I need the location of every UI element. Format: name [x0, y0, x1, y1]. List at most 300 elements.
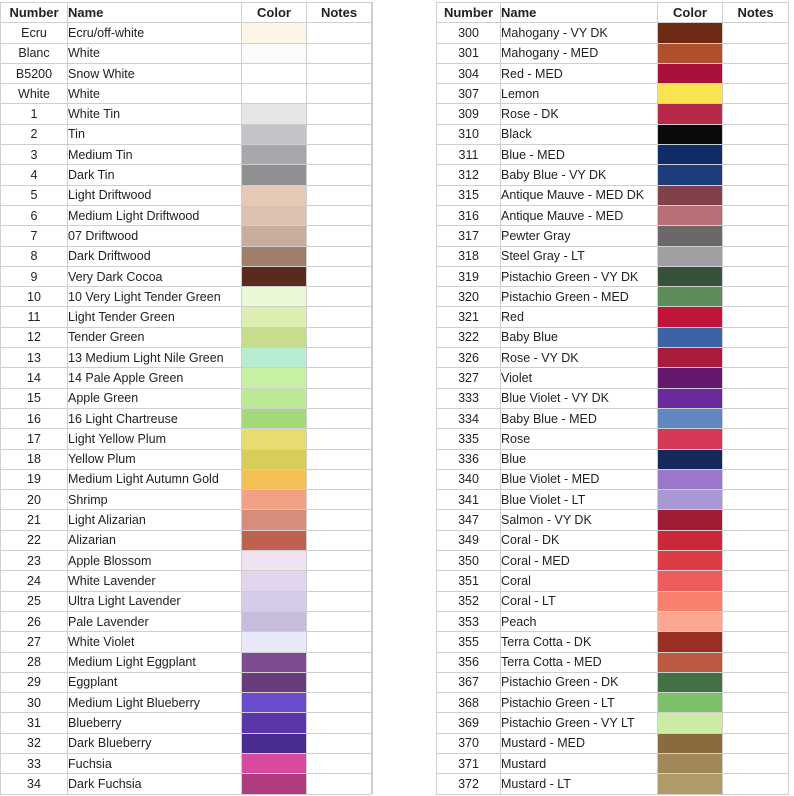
color-cell — [242, 287, 307, 307]
table-row — [1, 368, 372, 388]
thread-number: 11 — [1, 307, 68, 327]
thread-number: 7 — [1, 226, 68, 246]
color-cell — [242, 632, 307, 652]
color-swatch — [242, 206, 306, 225]
color-swatch — [658, 612, 722, 631]
color-swatch — [242, 531, 306, 550]
thread-name: White Violet — [68, 632, 242, 652]
notes-cell[interactable] — [307, 124, 372, 144]
thread-number: 319 — [437, 266, 501, 286]
notes-cell[interactable] — [723, 713, 789, 733]
thread-number: 27 — [1, 632, 68, 652]
color-cell — [242, 408, 307, 428]
table-row — [437, 226, 789, 246]
color-cell — [658, 774, 723, 794]
color-swatch — [242, 389, 306, 408]
header-row — [1, 3, 372, 23]
thread-name: Steel Gray - LT — [501, 246, 658, 266]
color-cell — [658, 591, 723, 611]
color-swatch — [658, 632, 722, 651]
notes-cell[interactable] — [723, 753, 789, 773]
color-cell — [242, 124, 307, 144]
thread-number: 351 — [437, 571, 501, 591]
thread-name: Medium Light Eggplant — [68, 652, 242, 672]
notes-cell[interactable] — [307, 246, 372, 266]
color-swatch — [658, 409, 722, 428]
thread-number: 5 — [1, 185, 68, 205]
notes-cell[interactable] — [723, 672, 789, 692]
color-cell — [242, 490, 307, 510]
thread-name: Coral — [501, 571, 658, 591]
color-cell — [242, 327, 307, 347]
thread-number: 9 — [1, 266, 68, 286]
color-swatch — [242, 774, 306, 793]
notes-cell[interactable] — [307, 753, 372, 773]
thread-name: Baby Blue — [501, 327, 658, 347]
notes-cell[interactable] — [307, 104, 372, 124]
thread-number: 321 — [437, 307, 501, 327]
notes-cell[interactable] — [307, 23, 372, 43]
table-row — [1, 510, 372, 530]
color-cell — [242, 165, 307, 185]
color-cell — [242, 591, 307, 611]
thread-name: Dark Tin — [68, 165, 242, 185]
notes-cell[interactable] — [723, 145, 789, 165]
table-row — [1, 408, 372, 428]
thread-number: 24 — [1, 571, 68, 591]
table-row — [437, 429, 789, 449]
color-swatch — [658, 165, 722, 184]
color-cell — [242, 774, 307, 794]
table-row — [1, 591, 372, 611]
table-row — [437, 713, 789, 733]
table-row — [437, 551, 789, 571]
color-swatch — [658, 348, 722, 367]
table-row — [437, 408, 789, 428]
color-cell — [242, 84, 307, 104]
thread-name: Pewter Gray — [501, 226, 658, 246]
color-swatch — [242, 84, 306, 103]
notes-cell[interactable] — [723, 733, 789, 753]
notes-cell[interactable] — [307, 226, 372, 246]
thread-number: 316 — [437, 205, 501, 225]
notes-cell[interactable] — [307, 713, 372, 733]
notes-cell[interactable] — [723, 510, 789, 530]
color-swatch — [658, 774, 722, 793]
color-cell — [658, 672, 723, 692]
notes-cell[interactable] — [307, 165, 372, 185]
notes-cell[interactable] — [307, 571, 372, 591]
table-row — [1, 611, 372, 631]
color-swatch — [242, 551, 306, 570]
table-row — [1, 551, 372, 571]
color-cell — [242, 348, 307, 368]
thread-number: 371 — [437, 753, 501, 773]
notes-cell[interactable] — [723, 469, 789, 489]
thread-number: 318 — [437, 246, 501, 266]
color-cell — [242, 693, 307, 713]
thread-name: Pistachio Green - VY LT — [501, 713, 658, 733]
thread-name: White — [68, 43, 242, 63]
notes-cell[interactable] — [723, 63, 789, 83]
table-row — [437, 63, 789, 83]
column-gap — [372, 2, 437, 794]
notes-cell[interactable] — [307, 287, 372, 307]
notes-cell[interactable] — [307, 327, 372, 347]
notes-cell[interactable] — [723, 408, 789, 428]
thread-number: 369 — [437, 713, 501, 733]
color-swatch — [242, 571, 306, 590]
color-swatch — [242, 673, 306, 692]
notes-cell[interactable] — [723, 185, 789, 205]
notes-cell[interactable] — [307, 408, 372, 428]
thread-name: Eggplant — [68, 672, 242, 692]
thread-name: Light Driftwood — [68, 185, 242, 205]
color-cell — [658, 652, 723, 672]
thread-name: Light Yellow Plum — [68, 429, 242, 449]
color-cell — [658, 124, 723, 144]
notes-cell[interactable] — [307, 266, 372, 286]
thread-name: Ecru/off-white — [68, 23, 242, 43]
thread-name: Baby Blue - VY DK — [501, 165, 658, 185]
thread-number: 367 — [437, 672, 501, 692]
notes-cell[interactable] — [307, 307, 372, 327]
color-swatch — [242, 125, 306, 144]
table-row — [1, 449, 372, 469]
table-row — [1, 63, 372, 83]
notes-cell[interactable] — [723, 307, 789, 327]
table-row — [1, 753, 372, 773]
thread-name: Terra Cotta - MED — [501, 652, 658, 672]
thread-name: Coral - DK — [501, 530, 658, 550]
color-cell — [242, 530, 307, 550]
notes-cell[interactable] — [723, 652, 789, 672]
color-cell — [242, 185, 307, 205]
color-swatch — [658, 389, 722, 408]
thread-name: Rose - DK — [501, 104, 658, 124]
thread-number: 4 — [1, 165, 68, 185]
notes-cell[interactable] — [307, 84, 372, 104]
thread-name: Rose — [501, 429, 658, 449]
color-swatch — [658, 145, 722, 164]
color-swatch — [658, 470, 722, 489]
color-cell — [242, 23, 307, 43]
color-swatch — [658, 368, 722, 387]
table-row — [437, 469, 789, 489]
thread-name: Light Alizarian — [68, 510, 242, 530]
color-cell — [242, 246, 307, 266]
notes-cell[interactable] — [723, 551, 789, 571]
table-row — [1, 205, 372, 225]
color-cell — [658, 43, 723, 63]
thread-name: Tender Green — [68, 327, 242, 347]
thread-number: 333 — [437, 388, 501, 408]
color-swatch — [658, 206, 722, 225]
color-swatch — [242, 734, 306, 753]
color-swatch — [658, 104, 722, 123]
notes-cell[interactable] — [307, 611, 372, 631]
thread-name: Baby Blue - MED — [501, 408, 658, 428]
color-swatch — [658, 571, 722, 590]
table-row — [437, 348, 789, 368]
color-cell — [242, 104, 307, 124]
color-cell — [658, 23, 723, 43]
thread-number: 20 — [1, 490, 68, 510]
thread-number: 3 — [1, 145, 68, 165]
thread-name: Medium Light Blueberry — [68, 693, 242, 713]
color-swatch — [242, 470, 306, 489]
notes-cell[interactable] — [723, 449, 789, 469]
notes-cell[interactable] — [307, 429, 372, 449]
table-row — [1, 84, 372, 104]
notes-cell[interactable] — [723, 205, 789, 225]
notes-cell[interactable] — [723, 287, 789, 307]
notes-cell[interactable] — [723, 266, 789, 286]
thread-number: 370 — [437, 733, 501, 753]
color-swatch — [658, 84, 722, 103]
thread-number: 352 — [437, 591, 501, 611]
notes-cell[interactable] — [307, 530, 372, 550]
color-swatch — [658, 247, 722, 266]
thread-name: Rose - VY DK — [501, 348, 658, 368]
notes-cell[interactable] — [723, 429, 789, 449]
notes-cell[interactable] — [307, 63, 372, 83]
color-cell — [658, 449, 723, 469]
thread-number: 301 — [437, 43, 501, 63]
color-cell — [242, 449, 307, 469]
thread-name: White — [68, 84, 242, 104]
table-row — [437, 246, 789, 266]
notes-cell[interactable] — [723, 226, 789, 246]
thread-name: White Tin — [68, 104, 242, 124]
table-row — [1, 124, 372, 144]
notes-cell[interactable] — [723, 43, 789, 63]
thread-number: Blanc — [1, 43, 68, 63]
notes-cell[interactable] — [307, 551, 372, 571]
table-row — [437, 23, 789, 43]
notes-cell[interactable] — [723, 611, 789, 631]
table-row — [437, 43, 789, 63]
color-cell — [242, 307, 307, 327]
thread-number: 33 — [1, 753, 68, 773]
notes-cell[interactable] — [723, 368, 789, 388]
left-table — [0, 2, 372, 795]
notes-cell[interactable] — [723, 693, 789, 713]
thread-number: B5200 — [1, 63, 68, 83]
color-swatch — [658, 531, 722, 550]
color-cell — [658, 287, 723, 307]
thread-name: Violet — [501, 368, 658, 388]
table-row — [1, 632, 372, 652]
thread-number: 19 — [1, 469, 68, 489]
name-header: Name — [501, 3, 658, 23]
table-row — [437, 571, 789, 591]
color-swatch — [658, 44, 722, 63]
color-cell — [658, 63, 723, 83]
table-row — [437, 449, 789, 469]
thread-number: 1 — [1, 104, 68, 124]
table-row — [437, 287, 789, 307]
color-swatch — [242, 592, 306, 611]
notes-cell[interactable] — [307, 205, 372, 225]
color-cell — [658, 632, 723, 652]
color-cell — [242, 510, 307, 530]
notes-header: Notes — [307, 3, 372, 23]
thread-name: Pistachio Green - MED — [501, 287, 658, 307]
notes-cell[interactable] — [723, 490, 789, 510]
notes-cell[interactable] — [307, 774, 372, 794]
thread-name: Yellow Plum — [68, 449, 242, 469]
thread-number: 335 — [437, 429, 501, 449]
color-cell — [658, 469, 723, 489]
color-swatch — [242, 267, 306, 286]
color-cell — [658, 185, 723, 205]
notes-cell[interactable] — [307, 672, 372, 692]
notes-cell[interactable] — [307, 510, 372, 530]
color-cell — [658, 408, 723, 428]
thread-name: Mustard — [501, 753, 658, 773]
color-cell — [658, 693, 723, 713]
thread-name: Tin — [68, 124, 242, 144]
thread-number: 12 — [1, 327, 68, 347]
color-header: Color — [242, 3, 307, 23]
color-swatch — [242, 104, 306, 123]
thread-name: Pistachio Green - LT — [501, 693, 658, 713]
notes-cell[interactable] — [307, 368, 372, 388]
color-cell — [658, 388, 723, 408]
thread-number: 26 — [1, 611, 68, 631]
color-cell — [242, 205, 307, 225]
color-cell — [658, 104, 723, 124]
notes-cell[interactable] — [723, 530, 789, 550]
color-swatch — [658, 450, 722, 469]
color-swatch — [242, 632, 306, 651]
thread-number: 18 — [1, 449, 68, 469]
table-row — [1, 571, 372, 591]
notes-cell[interactable] — [307, 449, 372, 469]
thread-number: 311 — [437, 145, 501, 165]
table-row — [437, 693, 789, 713]
color-cell — [658, 611, 723, 631]
thread-name: Lemon — [501, 84, 658, 104]
color-swatch — [242, 653, 306, 672]
notes-cell[interactable] — [723, 774, 789, 794]
notes-cell[interactable] — [723, 104, 789, 124]
thread-number: 8 — [1, 246, 68, 266]
table-row — [437, 327, 789, 347]
notes-cell[interactable] — [307, 388, 372, 408]
table-row — [437, 307, 789, 327]
notes-cell[interactable] — [723, 327, 789, 347]
color-swatch — [658, 267, 722, 286]
table-row — [1, 388, 372, 408]
table-row — [1, 490, 372, 510]
notes-cell[interactable] — [723, 632, 789, 652]
thread-name: Blueberry — [68, 713, 242, 733]
color-cell — [658, 368, 723, 388]
color-cell — [242, 226, 307, 246]
notes-cell[interactable] — [307, 185, 372, 205]
color-cell — [242, 145, 307, 165]
table-row — [437, 510, 789, 530]
table-row — [437, 205, 789, 225]
color-cell — [658, 510, 723, 530]
thread-number: 6 — [1, 205, 68, 225]
color-swatch — [658, 328, 722, 347]
color-cell — [242, 672, 307, 692]
notes-cell[interactable] — [307, 591, 372, 611]
table-row — [437, 530, 789, 550]
thread-number: 300 — [437, 23, 501, 43]
color-cell — [658, 246, 723, 266]
notes-cell[interactable] — [723, 246, 789, 266]
thread-name: Pale Lavender — [68, 611, 242, 631]
notes-cell[interactable] — [307, 469, 372, 489]
notes-cell[interactable] — [723, 165, 789, 185]
thread-name: Mustard - LT — [501, 774, 658, 794]
color-swatch — [658, 551, 722, 570]
table-row — [437, 753, 789, 773]
notes-cell[interactable] — [307, 632, 372, 652]
thread-number: 32 — [1, 733, 68, 753]
thread-number: 307 — [437, 84, 501, 104]
notes-cell[interactable] — [723, 591, 789, 611]
table-row — [1, 104, 372, 124]
table-row — [437, 652, 789, 672]
thread-name: Alizarian — [68, 530, 242, 550]
notes-cell[interactable] — [723, 124, 789, 144]
color-cell — [242, 469, 307, 489]
notes-cell[interactable] — [307, 145, 372, 165]
notes-cell[interactable] — [307, 43, 372, 63]
color-swatch — [242, 693, 306, 712]
thread-name: Antique Mauve - MED — [501, 205, 658, 225]
color-cell — [658, 713, 723, 733]
header-row — [437, 3, 789, 23]
thread-number: 355 — [437, 632, 501, 652]
notes-cell[interactable] — [723, 571, 789, 591]
number-header: Number — [1, 3, 68, 23]
thread-name: Medium Light Autumn Gold — [68, 469, 242, 489]
color-swatch — [242, 328, 306, 347]
notes-cell[interactable] — [723, 388, 789, 408]
thread-name: Blue Violet - VY DK — [501, 388, 658, 408]
thread-name: Terra Cotta - DK — [501, 632, 658, 652]
table-row — [437, 774, 789, 794]
thread-number: 13 — [1, 348, 68, 368]
notes-cell[interactable] — [307, 652, 372, 672]
thread-name: 10 Very Light Tender Green — [68, 287, 242, 307]
color-swatch — [658, 713, 722, 732]
color-swatch — [242, 450, 306, 469]
table-row — [1, 348, 372, 368]
notes-cell[interactable] — [307, 348, 372, 368]
color-cell — [658, 490, 723, 510]
notes-cell[interactable] — [307, 490, 372, 510]
color-swatch — [658, 693, 722, 712]
color-cell — [242, 388, 307, 408]
notes-cell[interactable] — [307, 693, 372, 713]
notes-cell[interactable] — [723, 348, 789, 368]
thread-name: Ultra Light Lavender — [68, 591, 242, 611]
color-cell — [658, 266, 723, 286]
notes-cell[interactable] — [723, 84, 789, 104]
notes-cell[interactable] — [307, 733, 372, 753]
thread-number: 341 — [437, 490, 501, 510]
thread-number: 336 — [437, 449, 501, 469]
notes-cell[interactable] — [723, 23, 789, 43]
thread-name: Dark Driftwood — [68, 246, 242, 266]
